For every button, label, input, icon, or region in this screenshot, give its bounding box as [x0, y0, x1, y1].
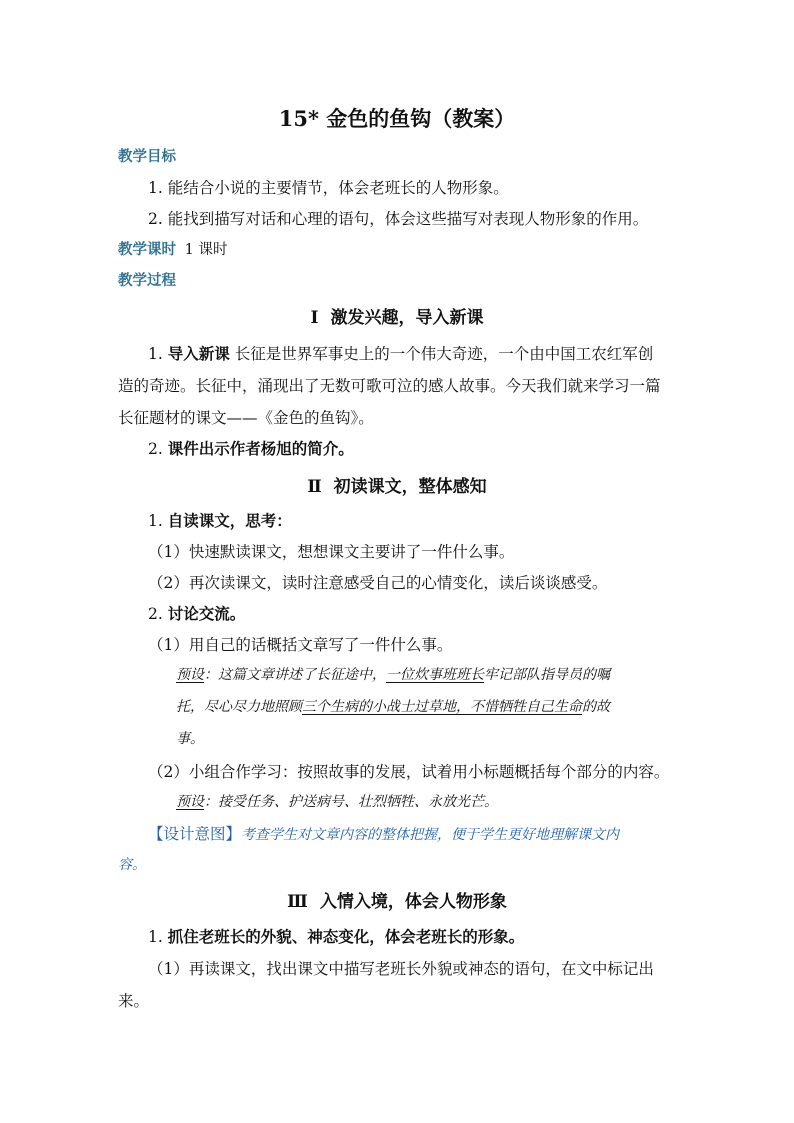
s2-paragraph-2 [148, 602, 245, 624]
s2-p1-text: 自读课文，思考： [167, 511, 292, 530]
preset-1-d: 的故 [582, 699, 610, 715]
s2-paragraph-1 [148, 509, 292, 531]
section-3-roman: Ⅲ [287, 892, 308, 912]
s1-p1-line3: 长征题材的课文——《金色的鱼钩》。 [118, 409, 374, 427]
s2-discussion-1: （1）用自己的话概括文章写了一件什么事。 [148, 636, 453, 654]
preset-1-u1: 一位炊事班班长 [386, 667, 484, 683]
design-intent [148, 822, 619, 844]
preset-1-line1 [176, 664, 610, 684]
preset-1-line3: 事。 [176, 731, 204, 747]
s2-discussion-2: （2）小组合作学习：按照故事的发展，试着用小标题概括每个部分的内容。 [148, 763, 670, 781]
s3-p1-text: 抓住老班长的外貌、神态变化，体会老班长的形象。 [167, 927, 525, 946]
section-1-title: 激发兴趣，导入新课 [330, 308, 484, 328]
process-label: 教学过程 [118, 272, 176, 289]
s1-paragraph-1 [148, 342, 653, 364]
goal-item-1 [148, 176, 509, 198]
page-title: 15* 金色的鱼钩（教案） [278, 106, 516, 131]
s3-p1-num: 1. [148, 928, 163, 946]
goal-item-2-text: 能找到描写对话和心理的语句，体会这些描写对表现人物形象的作用。 [167, 210, 649, 228]
class-hours-value: 1 课时 [184, 242, 228, 258]
design-intent-label: 【设计意图】 [148, 825, 242, 843]
preset-1-c: 托，尽心尽力地照顾 [176, 699, 302, 715]
section-2-roman: Ⅱ [307, 477, 322, 497]
s1-paragraph-2 [148, 437, 354, 459]
s1-p1-bold: 导入新课 [167, 344, 230, 363]
preset-2 [176, 791, 498, 811]
section-heading-1 [0, 303, 794, 328]
section-heading-2 [0, 472, 794, 497]
section-heading-3 [0, 887, 794, 912]
s2-p2-num: 2. [148, 605, 163, 623]
class-hours [118, 238, 227, 259]
s1-p2-num: 2. [148, 440, 163, 458]
s1-p1-num: 1. [148, 345, 163, 363]
s1-p1-line1: 长征是世界军事史上的一个伟大奇迹，一个由中国工农红军创 [234, 345, 654, 363]
preset-2-label: 预设 [176, 794, 204, 810]
design-intent-line2: 容。 [118, 857, 146, 873]
preset-1-b: 牢记部队指导员的嘱 [484, 667, 610, 683]
teaching-goals-label: 教学目标 [118, 148, 176, 165]
section-2-title: 初读课文，整体感知 [333, 477, 487, 497]
preset-1-label: 预设 [176, 667, 204, 683]
preset-2-text: ：接受任务、护送病号、壮烈牺牲、永放光芒。 [204, 794, 498, 810]
s3-paragraph-1 [148, 925, 524, 947]
design-intent-line1: 考查学生对文章内容的整体把握，便于学生更好地理解课文内 [241, 827, 620, 843]
goal-item-1-text: 能结合小说的主要情节，体会老班长的人物形象。 [167, 179, 509, 197]
s3-question-1-line1: （1）再读课文，找出课文中描写老班长外貌或神态的语句，在文中标记出 [148, 960, 654, 978]
s3-question-1-line2: 来。 [118, 992, 150, 1010]
s2-p1-num: 1. [148, 512, 163, 530]
section-3-title: 入情入境，体会人物形象 [319, 892, 507, 912]
s2-p2-text: 讨论交流。 [167, 604, 246, 623]
s1-p1-line2: 造的奇迹。长征中，涌现出了无数可歌可泣的感人故事。今天我们就来学习一篇 [118, 377, 661, 395]
preset-1-a: ：这篇文章讲述了长征途中， [204, 667, 386, 683]
s1-p2-text: 课件出示作者杨旭的简介。 [167, 439, 354, 458]
class-hours-label: 教学课时 [118, 241, 176, 258]
preset-1-line2 [176, 696, 610, 716]
goal-item-2 [148, 207, 648, 229]
s2-question-2: （2）再次读课文，读时注意感受自己的心情变化，读后谈谈感受。 [148, 574, 608, 592]
s2-question-1: （1）快速默读课文，想想课文主要讲了一件什么事。 [148, 543, 515, 561]
goal-item-2-num: 2. [148, 210, 163, 228]
section-1-roman: Ⅰ [310, 308, 319, 328]
preset-1-u2: 三个生病的小战士过草地，不惜牺牲自己生命 [302, 699, 582, 715]
goal-item-1-num: 1. [148, 179, 163, 197]
